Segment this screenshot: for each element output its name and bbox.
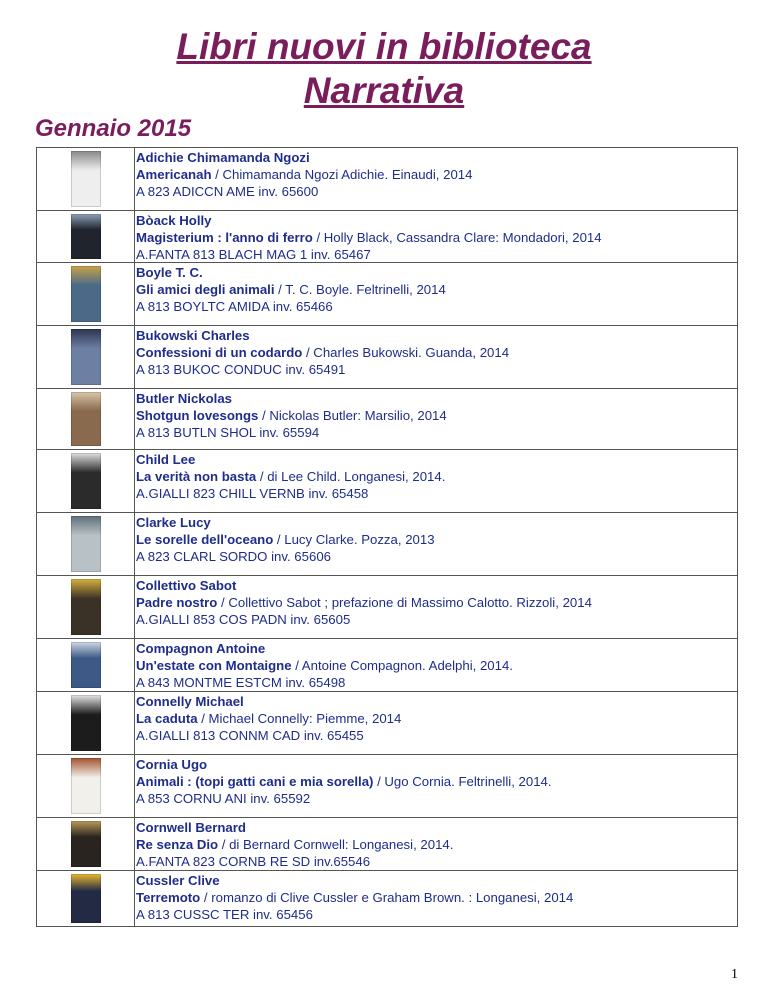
book-author: Cornia Ugo (136, 757, 208, 772)
book-details: / di Bernard Cornwell: Longanesi, 2014. (218, 837, 454, 852)
book-details: / T. C. Boyle. Feltrinelli, 2014 (274, 282, 446, 297)
book-list (36, 147, 738, 927)
book-info (135, 389, 447, 449)
book-title: Shotgun lovesongs (136, 408, 259, 423)
book-details: / Antoine Compagnon. Adelphi, 2014. (291, 658, 513, 673)
book-details: / Michael Connelly: Piemme, 2014 (197, 711, 402, 726)
book-info (135, 513, 435, 575)
book-info (135, 263, 446, 325)
book-details: / Charles Bukowski. Guanda, 2014 (302, 345, 510, 360)
book-cover-cell (37, 450, 135, 512)
book-row (37, 148, 737, 211)
book-author: Clarke Lucy (136, 515, 211, 530)
book-cover-image (71, 266, 101, 322)
book-author: Bukowski Charles (136, 328, 250, 343)
book-row (37, 871, 737, 927)
book-author: Butler Nickolas (136, 391, 233, 406)
book-title: Magisterium : l'anno di ferro (136, 230, 313, 245)
book-title: Terremoto (136, 890, 201, 905)
book-row (37, 326, 737, 389)
book-cover-cell (37, 148, 135, 210)
book-shelfmark: A 813 BUKOC CONDUC inv. 65491 (136, 362, 346, 377)
book-shelfmark: A 843 MONTME ESTCM inv. 65498 (136, 675, 346, 690)
book-info (135, 692, 401, 754)
book-author: Connelly Michael (136, 694, 244, 709)
book-row (37, 576, 737, 639)
book-author: Cornwell Bernard (136, 820, 246, 835)
book-cover-image (71, 516, 101, 572)
book-shelfmark: A 813 CUSSC TER inv. 65456 (136, 907, 313, 922)
page-title-line2: Narrativa (303, 70, 465, 111)
book-title: Un'estate con Montaigne (136, 658, 292, 673)
book-title: Gli amici degli animali (136, 282, 275, 297)
book-row (37, 389, 737, 450)
book-cover-image (71, 579, 101, 635)
book-title: Re senza Dio (136, 837, 219, 852)
book-info (135, 639, 513, 691)
book-cover-cell (37, 871, 135, 926)
book-author: Bòack Holly (136, 213, 212, 228)
book-cover-image (71, 453, 101, 509)
book-shelfmark: A.FANTA 813 BLACH MAG 1 inv. 65467 (136, 247, 371, 262)
book-cover-image (71, 695, 101, 751)
book-author: Collettivo Sabot (136, 578, 237, 593)
book-author: Adichie Chimamanda Ngozi (136, 150, 310, 165)
book-details: / Ugo Cornia. Feltrinelli, 2014. (373, 774, 552, 789)
book-info (135, 148, 472, 210)
book-row (37, 513, 737, 576)
book-title: Confessioni di un codardo (136, 345, 303, 360)
book-author: Cussler Clive (136, 873, 220, 888)
page-number: 1 (731, 967, 738, 982)
book-cover-image (71, 821, 101, 868)
book-row (37, 818, 737, 871)
book-shelfmark: A 813 BUTLN SHOL inv. 65594 (136, 425, 320, 440)
book-details: / romanzo di Clive Cussler e Graham Brown. : Longanesi, 2014 (200, 890, 574, 905)
book-cover-cell (37, 513, 135, 575)
book-shelfmark: A.GIALLI 853 COS PADN inv. 65605 (136, 612, 351, 627)
book-cover-image (71, 642, 101, 689)
book-shelfmark: A.GIALLI 823 CHILL VERNB inv. 65458 (136, 486, 369, 501)
book-details: / di Lee Child. Longanesi, 2014. (256, 469, 446, 484)
book-details: / Collettivo Sabot ; prefazione di Massimo Calotto. Rizzoli, 2014 (217, 595, 592, 610)
month-heading: Gennaio 2015 (35, 115, 192, 142)
book-cover-image (71, 392, 101, 446)
book-row (37, 639, 737, 692)
book-cover-cell (37, 211, 135, 262)
book-info (135, 326, 509, 388)
book-info (135, 450, 445, 512)
book-info (135, 576, 592, 638)
book-info (135, 211, 602, 262)
book-title: Le sorelle dell'oceano (136, 532, 274, 547)
book-cover-cell (37, 639, 135, 691)
book-row (37, 211, 737, 263)
book-shelfmark: A 823 ADICCN AME inv. 65600 (136, 184, 319, 199)
book-shelfmark: A 823 CLARL SORDO inv. 65606 (136, 549, 331, 564)
book-cover-cell (37, 576, 135, 638)
book-title: Padre nostro (136, 595, 218, 610)
book-details: / Holly Black, Cassandra Clare: Mondadori, 2014 (312, 230, 602, 245)
book-author: Boyle T. C. (136, 265, 203, 280)
book-title: Americanah (136, 167, 212, 182)
book-author: Child Lee (136, 452, 196, 467)
book-details: / Chimamanda Ngozi Adichie. Einaudi, 2014 (211, 167, 473, 182)
book-row (37, 755, 737, 818)
book-title: La caduta (136, 711, 198, 726)
book-row (37, 263, 737, 326)
book-cover-image (71, 151, 101, 207)
book-info (135, 755, 552, 817)
book-cover-cell (37, 692, 135, 754)
book-author: Compagnon Antoine (136, 641, 266, 656)
book-shelfmark: A 813 BOYLTC AMIDA inv. 65466 (136, 299, 333, 314)
book-cover-cell (37, 326, 135, 388)
book-title: La verità non basta (136, 469, 257, 484)
book-row (37, 450, 737, 513)
book-details: / Nickolas Butler: Marsilio, 2014 (258, 408, 447, 423)
book-cover-cell (37, 755, 135, 817)
book-info (135, 818, 453, 870)
book-cover-cell (37, 263, 135, 325)
book-shelfmark: A.FANTA 823 CORNB RE SD inv.65546 (136, 854, 371, 869)
book-row (37, 692, 737, 755)
book-title: Animali : (topi gatti cani e mia sorella) (136, 774, 374, 789)
book-shelfmark: A 853 CORNU ANI inv. 65592 (136, 791, 311, 806)
book-details: / Lucy Clarke. Pozza, 2013 (273, 532, 435, 547)
book-cover-cell (37, 818, 135, 870)
book-shelfmark: A.GIALLI 813 CONNM CAD inv. 65455 (136, 728, 364, 743)
book-cover-cell (37, 389, 135, 449)
book-cover-image (71, 874, 101, 924)
book-cover-image (71, 329, 101, 385)
book-cover-image (71, 758, 101, 814)
page-title-line1: Libri nuovi in biblioteca (176, 26, 592, 67)
book-cover-image (71, 214, 101, 260)
book-info (135, 871, 573, 926)
